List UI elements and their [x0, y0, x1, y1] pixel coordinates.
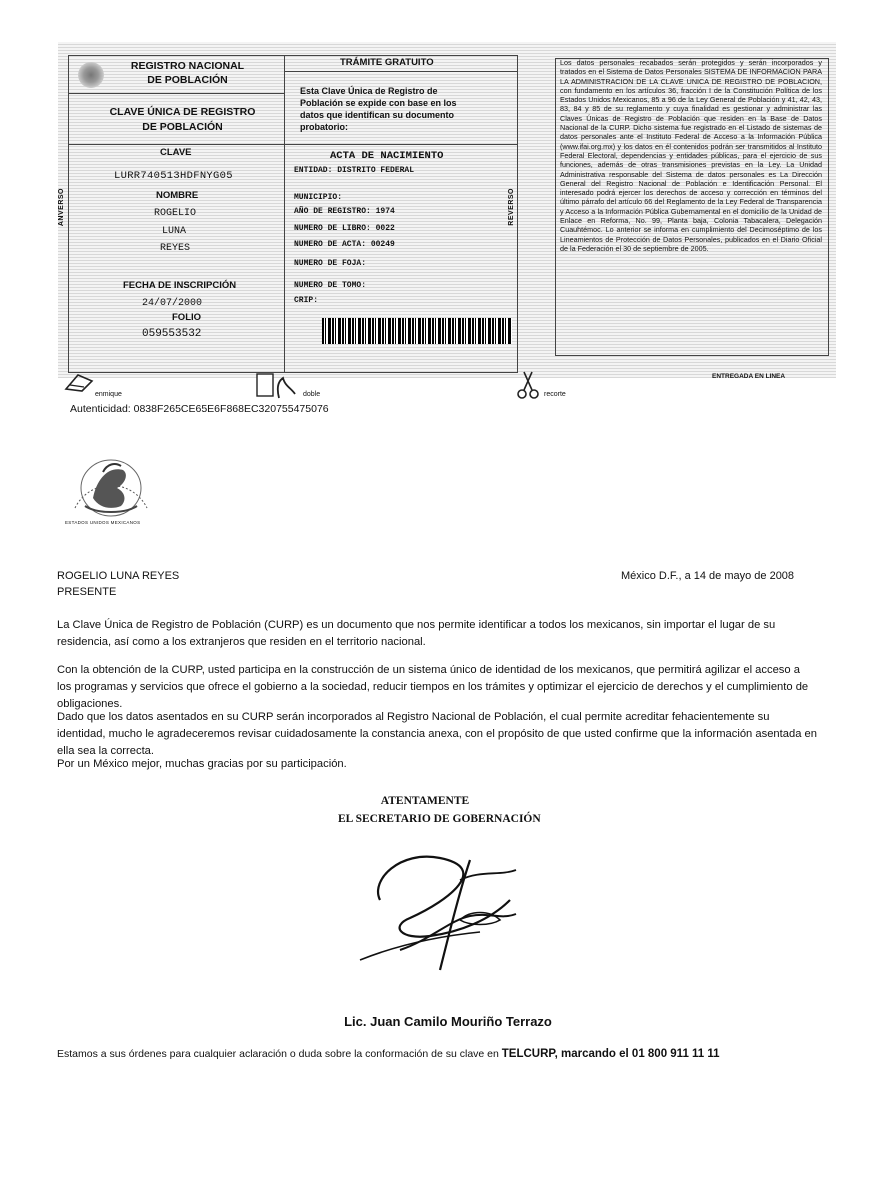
recorte-label: recorte	[544, 391, 566, 398]
numero-libro: NUMERO DE LIBRO: 0022	[294, 224, 395, 233]
secretario: EL SECRETARIO DE GOBERNACIÓN	[338, 813, 541, 825]
clave-title-1: CLAVE ÚNICA DE REGISTRO	[109, 106, 256, 118]
autenticidad: Autenticidad: 0838F265CE65E6F868EC320755475076	[70, 403, 329, 415]
acta-title: ACTA DE NACIMIENTO	[330, 150, 444, 162]
municipio: MUNICIPIO:	[294, 193, 343, 202]
folio-value: 059553532	[142, 328, 202, 340]
numero-foja: NUMERO DE FOJA:	[294, 259, 367, 268]
scissors-icon	[516, 370, 540, 400]
anio-registro: AÑO DE REGISTRO: 1974	[294, 207, 395, 216]
tramite-text: Esta Clave Única de Registro de Población se expide con base en los datos que identifican su documento probatorio:	[300, 86, 457, 132]
entregada-label: ENTREGADA EN LINEA	[712, 373, 786, 380]
nombre-label: NOMBRE	[156, 190, 199, 201]
signature	[340, 840, 540, 990]
recipient-name: ROGELIO LUNA REYES	[57, 570, 180, 582]
numero-tomo: NUMERO DE TOMO:	[294, 281, 367, 290]
anverso-label: ANVERSO	[58, 188, 65, 227]
signer-name: Lic. Juan Camilo Mouriño Terrazo	[344, 1014, 552, 1029]
nombre-value: ROGELIO	[154, 208, 197, 219]
presente: PRESENTE	[57, 586, 117, 598]
atentamente: ATENTAMENTE	[380, 795, 470, 807]
apellido2-value: REYES	[160, 243, 191, 254]
seal-caption: ESTADOS UNIDOS MEXICANOS	[65, 520, 141, 525]
reverso-label: REVERSO	[508, 188, 515, 226]
tramite-label: TRÁMITE GRATUITO	[340, 57, 434, 68]
registro-title-2: DE POBLACIÓN	[147, 74, 228, 86]
paragraph-2: Con la obtención de la CURP, usted participa en la construcción de un sistema único de identidad de los mexicanos, que permitirá agilizar el acceso a los programas y servicios que ofrece el gobierno a la sociedad, reducir tiempos en los trámites y optimizar el ejercicio de derechos y el cumplimiento de obligaciones.	[57, 664, 809, 710]
numero-acta: NUMERO DE ACTA: 00249	[294, 240, 395, 249]
barcode	[322, 318, 512, 344]
paragraph-3: Dado que los datos asentados en su CURP serán incorporados al Registro Nacional de Población, el cual permite acreditar fehacientemente su identidad, mucho le agradeceremos revisar cuidadosamente la constancia anexa, con el propósito de que usted confirme que la información asentada en ella sea la correcta.	[57, 711, 817, 757]
telcurp-phone: TELCURP, marcando el 01 800 911 11 11	[501, 1048, 720, 1060]
registro-title-1: REGISTRO NACIONAL	[130, 60, 245, 72]
privacy-text: Los datos personales recabados serán protegidos y serán incorporados y tratados en el Sistema de Datos Personales SISTEMA DE INFORMACION PARA LA ADMINISTRACION DE LA CLAVE UNICA DE REGISTRO DE POBLACION, con fundamento en los artículos 36, fracción I de la Constitución Política de los Estados Unidos Mexicanos, 85 a 96 de la Ley General de Población y 41, 42, 43, 83, 84 y 85 de su reglamento y cuya finalidad es gestionar y administrar las Claves Únicas de Registro de Población que residen en la Base de Datos Nacional de la CURP. Dicho sistema fue registrado en el Listado de sistemas de datos personales ante el Instituto Federal de Acceso a la Información Pública (www.ifai.org.mx) y los datos en él contenidos podrán ser transmitidos al Instituto Federal Electoral, dependencias y entidades públicas, para el ejercicio de sus funciones, además de otras transmisiones previstas en la Ley. La Unidad Administrativa responsable del Sistema de datos personales es La Dirección General del Registro Nacional de Población e Identificación Personal. El interesado podrá ejercer los derechos de acceso y corrección en términos del último párrafo del artículo 66 del Reglamento de la Ley Federal de Transparencia y Acceso a la Información Pública Gubernamental en el domicilio de la Unidad de Enlace en Reforma, No. 99, Planta baja, Colonia Tabacalera, Delegación Cuauhtémoc. Lo anterior se informa en cumplimiento del Decimoséptimo de los Lineamientos de Protección de Datos Personales, publicados en el Diario Oficial de la Federación el 30 de septiembre de 2005.	[560, 58, 822, 253]
paragraph-4: Por un México mejor, muchas gracias por su participación.	[57, 758, 347, 770]
paragraph-1: La Clave Única de Registro de Población (CURP) es un documento que nos permite identificar a todos los mexicanos, sin importar el lugar de su residencia, así como a los extranjeros que residen en el territorio nacional.	[57, 619, 776, 648]
clave-value: LURR740513HDFNYG05	[114, 170, 233, 182]
clave-label: CLAVE	[160, 147, 192, 158]
fold-icon	[64, 371, 94, 393]
enmique-label: enmique	[95, 391, 122, 398]
letter-date: México D.F., a 14 de mayo de 2008	[621, 570, 795, 582]
clave-title-2: DE POBLACIÓN	[142, 121, 223, 133]
fecha-label: FECHA DE INSCRIPCIÓN	[123, 280, 237, 291]
footer-text: Estamos a sus órdenes para cualquier aclaración o duda sobre la conformación de su clave en	[57, 1048, 499, 1060]
crip: CRIP:	[294, 296, 319, 305]
fecha-value: 24/07/2000	[142, 298, 203, 309]
entidad: ENTIDAD: DISTRITO FEDERAL	[294, 166, 415, 175]
double-page-icon	[255, 372, 301, 400]
apellido1-value: LUNA	[162, 226, 187, 237]
doble-label: doble	[303, 391, 321, 398]
mexico-seal-icon	[63, 448, 159, 524]
folio-label: FOLIO	[172, 312, 202, 323]
